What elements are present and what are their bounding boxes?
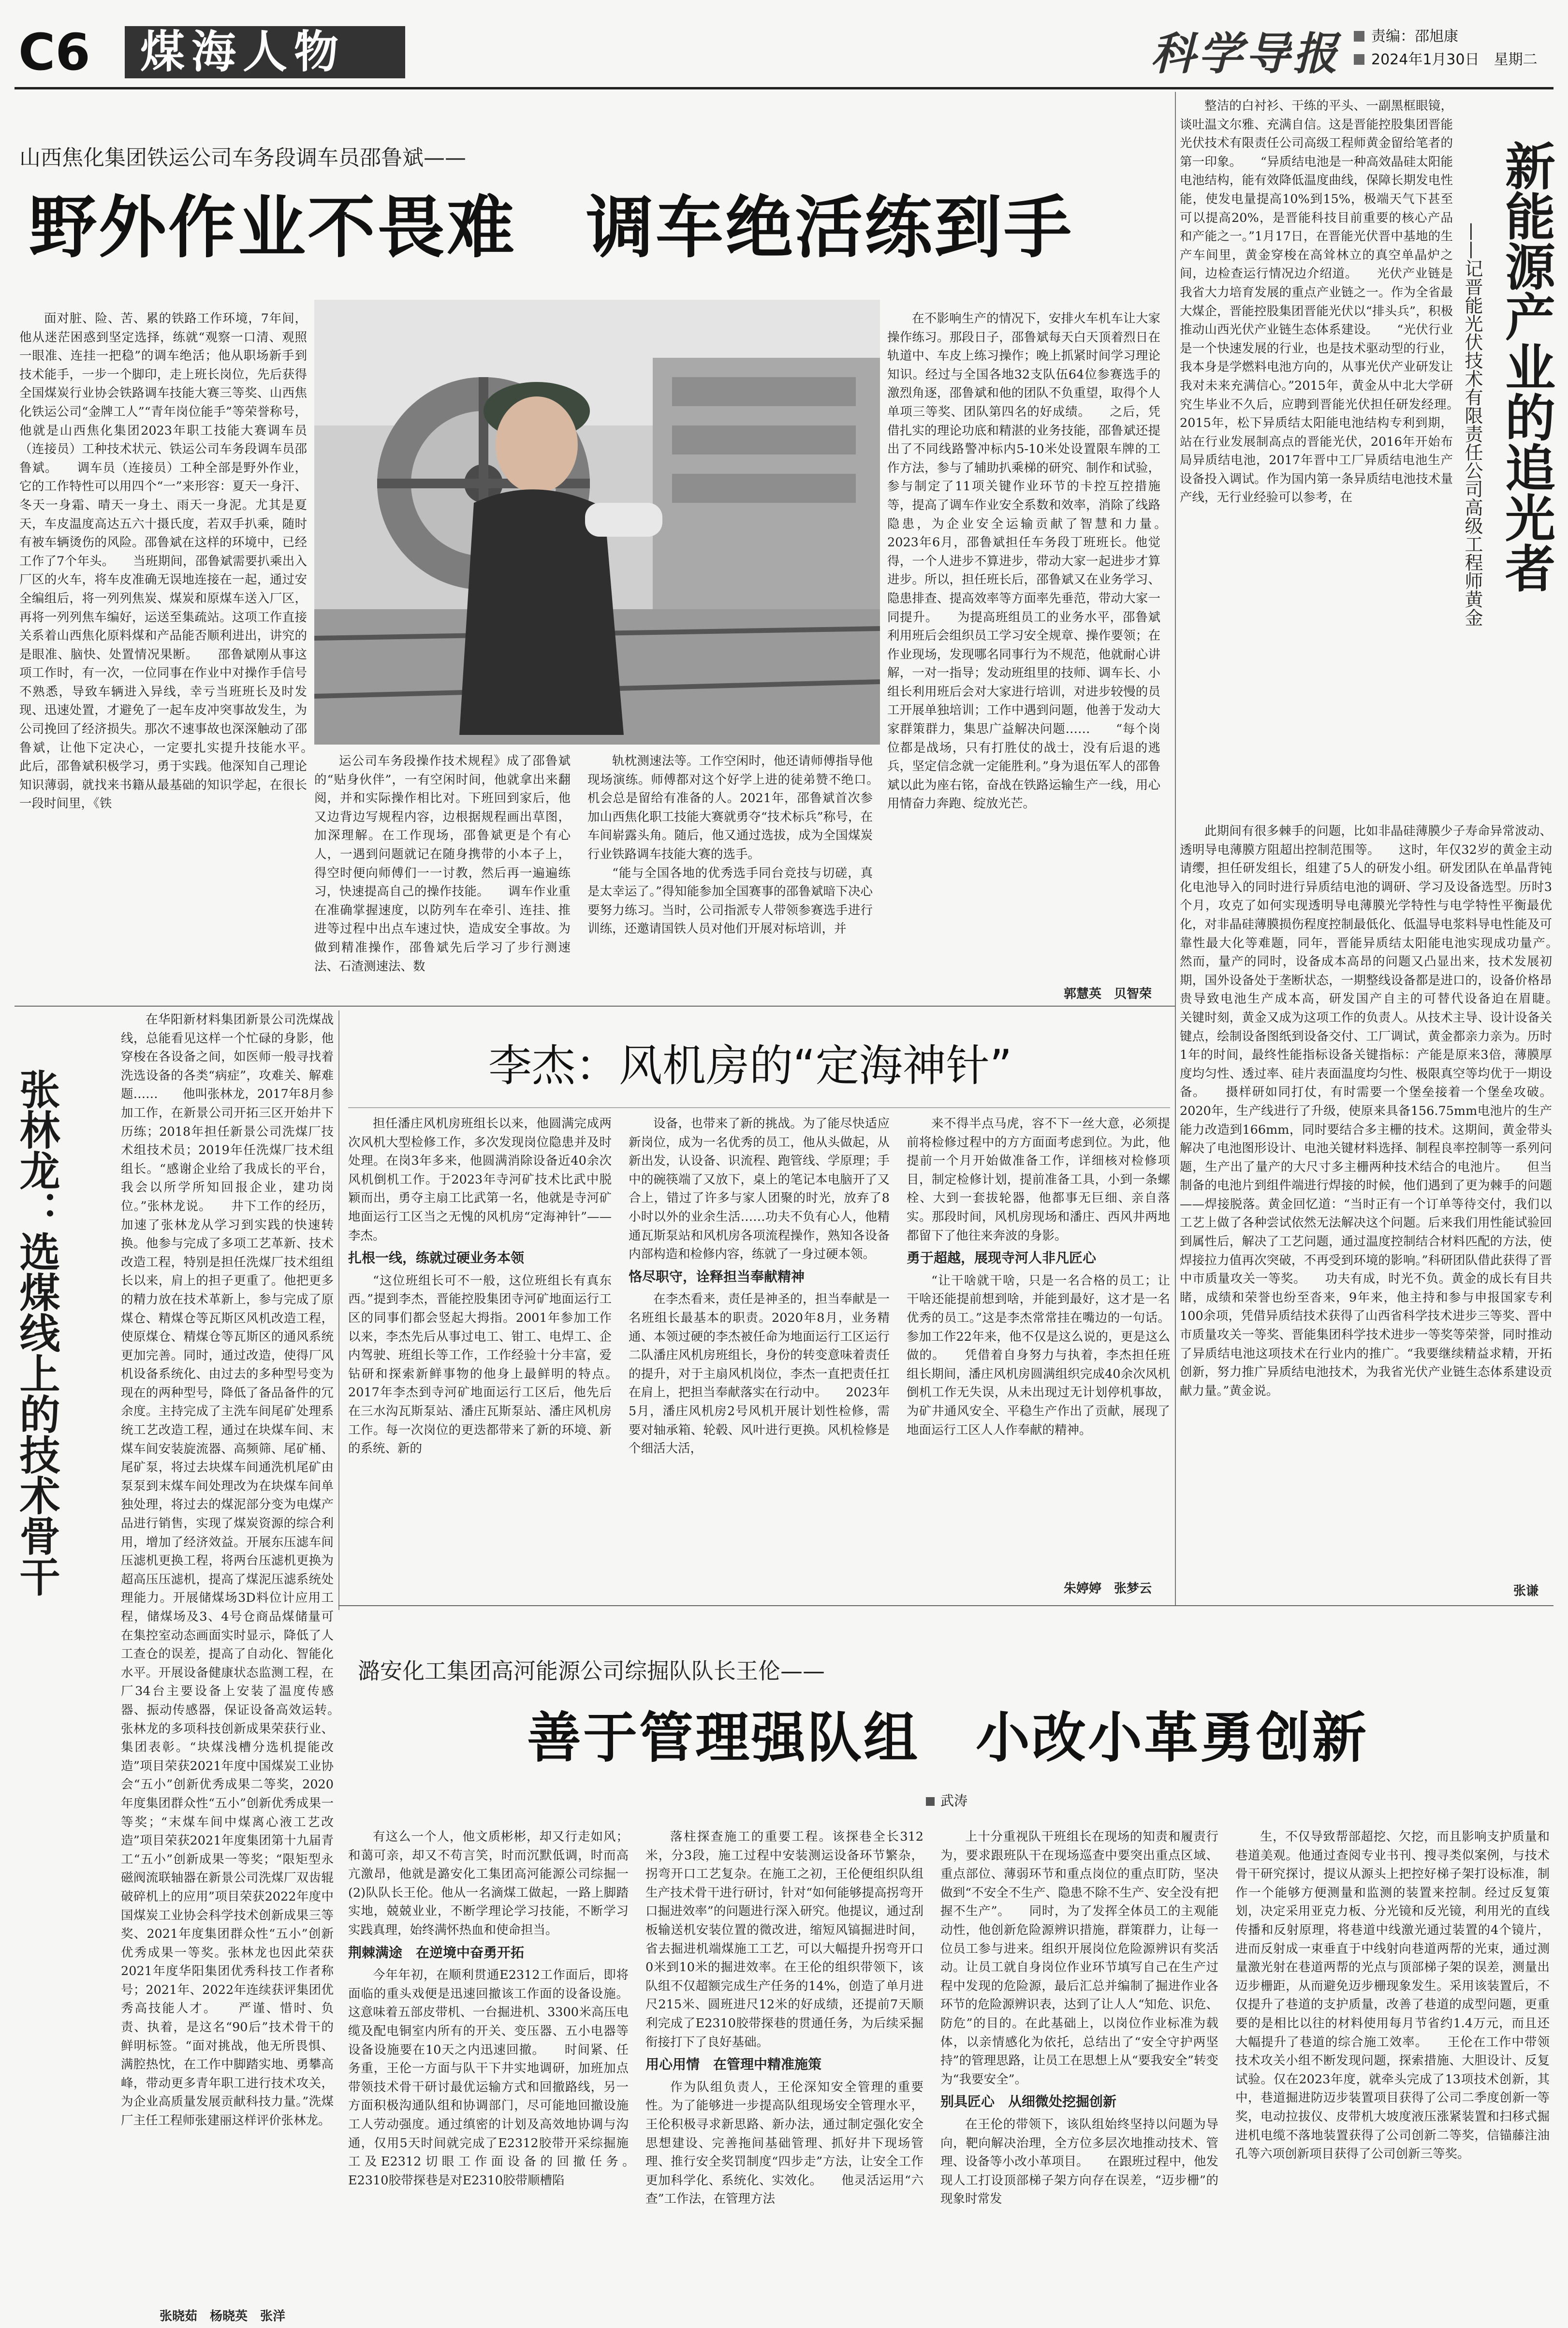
article5-column-2 <box>645 1828 923 2326</box>
article5-headline: 善于管理强队组 小改小革勇创新 <box>527 1706 1368 1770</box>
railway-worker-illustration <box>314 300 880 745</box>
article1-photo <box>314 300 880 745</box>
article4-title-rule <box>348 1107 1170 1108</box>
article4-col3-text: 来不得半点马虎，容不下一丝大意，必须提前将检修过程中的方方面面考虑到位。为此，他提前一个月开始做准备工作，详细核对检修项目，制定检修计划，提前准备工具，小到一条螺栓、大到一套拔轮器，他都事无巨细、亲自落实。那段时间，风机房现场和潘庄、西风井两地都留下了他往来奔波的身影。 <box>907 1116 1170 1243</box>
article4-subhead-1: 扎根一线，练就过硬业务本领 <box>348 1250 525 1266</box>
article5-subhead-1: 荆棘满途 在逆境中奋勇开拓 <box>348 1944 525 1961</box>
article4-col1b-text: “这位班组长可不一般，这位班组长有真东西。”提到李杰，晋能控股集团寺河矿地面运行工区的同事们都会竖起大拇指。2001年参加工作以来，李杰先后从事过电工、钳工、电焊工、企内驾驶、班组长等工作，工作经验十分丰富，爱钻研和探索新鲜事物的他身上最鲜明的特点。 2017年李杰到寺河矿地面运行工区后，他先后在三水沟瓦斯泵站、潘庄瓦斯泵站、潘庄风机房工作。每一次岗位的更迭都带来了新的环境、新的系统、新的 <box>348 1273 612 1456</box>
article4-col2b-text: 在李杰看来，责任是神圣的，担当奉献是一名班组长最基本的职责。2020年8月，业务精通、本领过硬的李杰被任命为地面运行工区运行二队潘庄风机房班组长，身份的转变意味着责任的提升，对于主扇风机岗位，李杰一直把责任扛在肩上，把担当奉献落实在行动中。 2023年5月，潘庄风机房2号风机开展计划性检修，需要对轴承箱、轮毂、风叶进行更换。风机检修是个细活大活， <box>629 1292 890 1456</box>
article3-vertical-title: 张林龙：选煤线上的技术骨干 <box>13 1069 60 1596</box>
article1-kicker: 山西焦化集团铁运公司车务段调车员邵鲁斌—— <box>19 146 466 170</box>
article4-col1-text: 担任潘庄风机房班组长以来，他圆满完成两次风机大型检修工作，多次发现岗位隐患并及时处理。在岗3年多来，他圆满消除设备近40余次风机倒机工作。于2023年寺河矿技术比武中脱颖而出，勇夺主扇工比武第一名，他就是寺河矿地面运行工区当之无愧的风机房“定海神针”——李杰。 <box>348 1116 612 1243</box>
article2-text-a: 整洁的白衬衫、干练的平头、一副黑框眼镜，谈吐温文尔雅、充满自信。这是晋能控股集团晋能光伏技术有限责任公司高级工程师黄金留给笔者的第一印象。 “异质结电池是一种高效晶硅太阳能电池结构，能有效降低温度曲线，保障长期发电性能，使发电量提高10%到15%，极端天气下甚至可以提高20%，是晋能科技目前重要的核心产品和产能之一。”1月17日，在晋能光伏晋中基地的生产车间里，黄金穿梭在高耸林立的真空单晶炉之间，边检查运行情况边介绍道。 光伏产业链是我省大力培育发展的重点产业链之一。作为全省最大煤企，晋能控股集团晋能光伏以“排头兵”，积极推动山西光伏产业链生态体系建设。 “光伏行业是一个快速发展的行业，也是技术驱动型的行业，我本身是学燃料电池方向的，从事光伏产业研发让我对未来充满信心。”2015年，黄金从中北大学研究生毕业不久后，应聘到晋能光伏担任研发经理。 2015年，松下异质结太阳能电池结构专利到期，站在行业发展制高点的晋能光伏，2016年开始布局异质结电池，2017年晋中工厂异质结电池生产设备投入调试。作为国内第一条异质结电池技术量产线，无行业经验可以参考，在 <box>1180 99 1453 505</box>
section-divider-2 <box>338 1605 1553 1606</box>
article1-headline: 野外作业不畏难 调车绝活练到手 <box>29 189 1074 267</box>
article2-vertical-subtitle: ——记晋能光伏技术有限责任公司高级工程师黄金 <box>1462 222 1483 627</box>
article1-col3-text: 轨枕测速法等。工作空闲时，他还请师傅指导他现场演练。师傅都对这个好学上进的徒弟赞不绝口。 机会总是留给有准备的人。2021年，邵鲁斌首次参加山西焦化职工技能大赛就勇夺“技术标兵”称号，在车间崭露头角。随后，他又通过选拔，成为全国煤炭行业铁路调车技能大赛的选手。 <box>587 754 873 862</box>
column-divider <box>1175 92 1176 1605</box>
article1-col1-text: 面对脏、险、苦、累的铁路工作环境，7年间，他从迷茫困惑到坚定选择，练就“观察一口清、观照一眼准、连挂一把稳”的调车绝活；他从职场新手到技术能手，一步一个脚印，走上班长岗位，先后获得全国煤炭行业协会铁路调车技能大赛三等奖、山西焦化铁运公司“金牌工人”“青年岗位能手”等荣誉称号，他就是山西焦化集团2023年职工技能大赛调车员（连接员）工种技术状元、铁运公司车务段调车员邵鲁斌。 调车员（连接员）工种全部是野外作业，它的工作特性可以用四个“一”来形容：夏天一身汗、冬天一身霜、晴天一身土、雨天一身泥。尤其是夏天，车皮温度高达五六十摄氏度，若双手扒乘，随时有被车辆烫伤的风险。邵鲁斌在这样的环境中，已经工作了7个年头。 当班期间，邵鲁斌需要扒乘出入厂区的火车，将车皮准确无误地连接在一起，通过安全编组后，将一列列焦炭、煤炭和原煤车送入厂区，再将一列列焦车编好，运送至集疏站。这项工作直接关系着山西焦化原料煤和产品能否顺利进出，讲究的是眼准、脑快、处置情况果断。 邵鲁斌刚从事这项工作时，有一次，一位同事在作业中对操作手信号不熟悉，导致车辆进入异线，幸亏当班班长及时发现、迅速处置，才避免了一起车皮冲突事故发生，为公司挽回了经济损失。那次不速事故也深深触动了邵鲁斌，让他下定决心，一定要扎实提升技能水平。 此后，邵鲁斌积极学习，勇于实践。他深知自己理论知识薄弱，就找来书籍从最基础的知识学起，在很长一段时间里，《铁 <box>19 311 307 811</box>
article1-column-4 <box>887 309 1160 972</box>
article1-byline: 郭慧英 贝智荣 <box>1064 987 1152 1001</box>
article5-subhead-2: 用心用情 在管理中精准施策 <box>645 2056 822 2073</box>
article5-col1-text: 有这么一个人，他文质彬彬，却又行走如风；和蔼可亲，却又不苟言笑，时而沉默低调，时而高亢激昂，他就是潞安化工集团高河能源公司综掘一(2)队队长王伦。他从一名滴煤工做起，一路上脚踏实地，兢兢业业，不断学理论学习技能，不断学习实践真理，始终满怀热血和使命担当。 <box>348 1830 629 1937</box>
date-square-icon <box>1354 54 1364 65</box>
article5-col3b-text: 在王伦的带领下，该队组始终坚持以问题为导向，靶向解决治理，全方位多层次地推动技术、管理、设备等小改小革项目。 在跟班过程中，他发现人工打设顶部梯子架方向存在误差，“迈步栅”的现象时常发 <box>940 2117 1218 2207</box>
editor-credit: 责编：邵旭康 <box>1371 28 1458 45</box>
article5-col2-text: 落柱探查施工的重要工程。该探巷全长312米，分3段，施工过程中安装测运设备环节繁杂，拐弯开口工艺复杂。在施工之初，王伦便组织队组生产技术骨干进行研讨，针对“如何能够提高拐弯开口掘进效率”的问题进行深入研究。他提议，通过刮板输送机安装位置的微改进，缩短风镐掘进时间，省去掘进机端煤施工工艺，可以大幅提升拐弯开口0米到10米的掘进效率。在王伦的组织带领下，该队组不仅超额完成生产任务的14%，创造了单月进尺215米、圆班进尺12米的好成绩，还提前7天顺利完成了E2310胶带探巷的贯通任务，为后续采掘衔接打下了良好基础。 <box>645 1830 923 2050</box>
article5-column-4 <box>1235 1828 1550 2326</box>
page-number: C6 <box>18 23 90 82</box>
article5-col3-text: 上十分重视队干班组长在现场的知责和履责行为，要求跟班队干在现场巡查中要突出重点区域、重点部位、薄弱环节和重点岗位的重点盯防，坚决做到“不安全不生产、隐患不除不生产、安全没有把握不生产”。 同时，为了发挥全体员工的主观能动性，他创新危险源辨识措施，群策群力，让每一位员工参与进来。组织开展岗位危险源辨识有奖活动。让员工就自身岗位作业环节填写自己在生产过程中发现的危险源，最后汇总并编制了掘进作业各环节的危险源辨识表，达到了让人人“知危、识危、防危”的目的。在此基础上，以岗位作业标准为载体，以亲情感化为依托，总结出了“安全守护两坚持”的管理思路，让员工在思想上从“要我安全”转变为“我要安全”。 <box>940 1830 1218 2087</box>
article1-column-1 <box>19 309 307 977</box>
article4-byline: 朱婷婷 张梦云 <box>1064 1581 1152 1596</box>
article2-column-a <box>1180 97 1453 822</box>
article1-col3b-text: “能与全国各地的优秀选手同台竞技与切磋，真是太幸运了。”得知能参加全国赛事的邵鲁斌暗下决心要努力练习。当时，公司指派专人带领参赛选手进行训练，还邀请国铁人员对他们开展对标培训，并 <box>587 865 873 937</box>
article2-byline: 张谦 <box>1513 1584 1539 1598</box>
article4-headline: 李杰：风机房的“定海神针” <box>488 1040 1012 1091</box>
article5-column-3 <box>940 1828 1218 2326</box>
article4-subhead-2: 恪尽职守，诠释担当奉献精神 <box>629 1268 805 1285</box>
article2-vertical-title: 新能源产业的追光者 <box>1496 140 1555 593</box>
article2-text-b: 此期间有很多棘手的问题，比如非晶硅薄膜少子寿命异常波动、透明导电薄膜方阻超出控制范围等。 这时，年仅32岁的黄金主动请缨，担任研发组长，组建了5人的研发小组。研发团队在单晶背钝化电池导入的同时进行异质结电池的调研、学习及设备选型。历时3个月，攻克了如何实现透明导电薄膜光学特性与电学特性平衡最优化，对非晶硅薄膜损伤程度控制最低化、低温导电浆料导电性能及可靠性最大化等难题，同年，晋能异质结太阳能电池实现成功量产。 然而，量产的同时，设备成本高昂的问题又凸显出来，技术发展初期，国外设备处于垄断状态，一期整线设备都是进口的，设备价格昂贵导致电池生产成本高，研发国产自主的可替代设备迫在眉睫。 关键时刻，黄金又成为这项工作的负责人。从技术主导、设计设备关键点，绘制设备图纸到设备交付、工厂调试，黄金都亲力亲为。历时1年的时间，最终性能指标设备关键指标：产能是原来3倍，薄膜厚度均匀性、透过率、硅片表面温度均匀性、极限真空等均优于一期设备。 摄样研如同打仗，有时需要一个堡垒接着一个堡垒攻破。2020年，生产线进行了升级，使原来具备156.75mm电池片的生产能力改造到166mm，同时要结合多主栅的技术。这期间，黄金带头解决了电池图形设计、电池关键材料选择、制程良率控制等一系列问题，生产出了量产的大尺寸多主栅两种技术结合的电池片。 但当制备的电池片到组件端进行焊接的时候，他们遇到了更为棘手的问题——焊接脱落。黄金回忆道：“当时正有一个订单等待交付，我们以工艺上做了各种尝试依然无法解决这个问题。后来我们用性能试验回到属性后，解决了工艺问题，通过温度控制结合材料匹配的方法，使焊接拉力值再次突破，不再受到环境的影响。”科研团队借此获得了晋中市质量攻关一等奖。 功夫有成，时光不负。黄金的成长有目共睹，成绩和荣誉也纷至沓来，9年来，他主持和参与申报国家专利100余项，凭借异质结技术获得了山西省科学技术进步三等奖、晋中市质量攻关一等奖、晋能集团科学技术进步一等奖等荣誉，同时推动了异质结电池这项技术在行业内的推广。“我要继续精益求精，开拓创新，努力推广异质结电池技术，为我省光伏产业链生态体系建设贡献力量。”黄金说。 <box>1180 824 1552 1398</box>
article1-column-2 <box>314 752 571 977</box>
article5-col1b-text: 今年年初，在顺利贯通E2312工作面后，即将面临的重头戏便是迅速回撤该工作面的设备设施。这意味着五部皮带机、一台掘进机、3300米高压电缆及配电铜室内所有的开关、变压器、五小电器等设备设施要在10天之内迅速回撤。 时间紧、任务重，王伦一方面与队干下井实地调研，加班加点带领技术骨干研讨最优运输方式和回撤路线，另一方面积极沟通队组和协调部门，尽可能地回撤设施工人劳动强度。通过缜密的计划及高效地协调与沟通，仅用5天时间就完成了E2312胶带开采综掘施工及E2312切眼工作面设备的回撤任务。 E2310胶带探巷是对E2310胶带顺槽陷 <box>348 1968 629 2188</box>
article5-kicker: 潞安化工集团高河能源公司综掘队队长王伦—— <box>358 1658 825 1684</box>
author-square-icon <box>926 1797 935 1806</box>
article5-column-1 <box>348 1828 629 2326</box>
article3-column <box>12 1010 334 2311</box>
section-title: 煤海人物 <box>140 26 346 78</box>
article5-author: 武涛 <box>940 1793 968 1809</box>
article4-column-2 <box>629 1114 890 1574</box>
article5-subhead-3: 别具匠心 从细微处挖掘创新 <box>940 2094 1117 2110</box>
article4-col2-text: 设备，也带来了新的挑战。为了能尽快适应新岗位，成为一名优秀的员工，他从头做起，从新出发，认设备、识流程、跑管线、学原理；手中的碗筷端了又放下，桌上的笔记本电脑开了又合上，错过了许多与家人团聚的时光，放弃了8小时以外的业余生活……功夫不负有心人，他精通瓦斯泵站和风机房各项流程操作，熟知各设备内部构造和检修内容，练就了一身过硬本领。 <box>629 1116 890 1262</box>
article3-byline: 张晓茹 杨晓英 张洋 <box>160 2309 286 2324</box>
article5-col2b-text: 作为队组负责人，王伦深知安全管理的重要性。为了能够进一步提高队组现场安全管理水平，王伦积极寻求新思路、新办法，通过制定强化安全思想建设、完善拖间基础管理、抓好井下现场管理、推行安全奖罚制度“四步走”方法，让安全工作更加科学化、系统化、实效化。 他灵活运用“六查”工作法，在管理方法 <box>645 2079 923 2207</box>
issue-date: 2024年1月30日 星期二 <box>1371 51 1538 68</box>
left-column-divider <box>338 1010 339 1610</box>
article1-column-3 <box>587 752 873 977</box>
section-divider-1 <box>15 1006 1175 1007</box>
article4-column-3 <box>907 1114 1170 1574</box>
article4-subhead-3: 勇于超越，展现寺河人非凡匠心 <box>907 1250 1097 1266</box>
article1-col2-text: 运公司车务段操作技术规程》成了邵鲁斌的“贴身伙伴”，一有空闲时间，他就拿出来翻阅，并和实际操作相比对。下班回到家后，他又边背边写规程内容，边根据规程画出草图，加深理解。在工作现场，邵鲁斌更是个有心人，一遇到问题就记在随身携带的小本子上，得空时便向师傅们一一讨教，然后再一遍遍练习，快速提高自己的操作技能。 调车作业重在准确掌握速度，以防列车在牵引、连挂、推进等过程中出点车速过快，造成安全事故。为做到精准操作，邵鲁斌先后学习了步行测速法、石渣测速法、数 <box>314 754 571 974</box>
article5-col4-text: 生，不仅导致帮部超挖、欠挖，而且影响支护质量和巷道美观。他通过查阅专业书刊、搜寻类似案例，与技术骨干研究探讨，提议从源头上把控好梯子架打设标准，制作一个能够方便测量和监测的装置来控制。经过反复策划，决定采用亚克力板、分光镜和反光镜，利用光的直线传播和反射原理，将巷道中线激光通过装置的4个镜片，进而反射成一束垂直于中线射向巷道两帮的光束，通过测量激光射在巷道两帮的光点与顶部梯子架的误差，测量出迈步栅距，从而避免迈步栅现象发生。采用该装置后，不仅提升了巷道的支护质量，改善了巷道的成型问题，更重要的是相比以往的材料使用每月节省约1.4万元，而且还大幅提升了巷道的综合施工效率。 王伦在工作中带领技术攻关小组不断发现问题，探索措施、大胆设计、反复试验。仅在2023年度，就牵头完成了13项技术创新，其中，巷道掘进防迈步装置项目获得了公司二季度创新一等奖，电动拉拔仪、皮带机大坡度液压涨紧装置和扫移式掘进机电缆不落地装置获得了公司创新二等奖，信锚藤注油孔等六项创新项目获得了公司创新三等奖。 <box>1235 1830 1550 2162</box>
article1-col4-text: 在不影响生产的情况下，安排火车机车让大家操作练习。那段日子，邵鲁斌每天白天顶着烈日在轨道中、车皮上练习操作；晚上抓紧时间学习理论知识。经过与全国各地32支队伍64位参赛选手的激烈角逐，邵鲁斌和他的团队不负重望，取得个人单项三等奖、团队第四名的好成绩。 之后，凭借扎实的理论功底和精湛的业务技能，邵鲁斌还提出了不同线路警冲标内5-10米处设置限车牌的工作方法，参与了辅助扒乘梯的研究、制作和试验，参与制定了11项关键作业环节的卡控互控措施等，提高了调车作业安全系数和效率，消除了线路隐患，为企业安全运输贡献了智慧和力量。 2023年6月，邵鲁斌担任车务段丁班班长。他觉得，一个人进步不算进步，带动大家一起进步才算进步。所以，担任班长后，邵鲁斌又在业务学习、隐患排查、提高效率等方面率先垂范，带动大家一同提升。 为提高班组员工的业务水平，邵鲁斌利用班后会组织员工学习安全规章、操作要领；在作业现场，发现哪名同事行为不规范，他就耐心讲解，一对一指导；发动班组里的技师、调车长、小组长利用班后会对大家进行培训，对进步较慢的员工开展单独培训；工作中遇到问题，他善于发动大家群策群力，集思广益解决问题…… “每个岗位都是战场，只有打胜仗的战士，没有后退的逃兵，坚定信念就一定能胜利。”身为退伍军人的邵鲁斌以此为座右铭，奋战在铁路运输生产一线，用心用情奋力奔跑、绽放光芒。 <box>887 311 1160 811</box>
newspaper-logo: 科学导报 <box>1151 28 1341 80</box>
article4-col3b-text: “让干啥就干啥，只是一名合格的员工；让干啥还能提前想到啥，并能到最好，这才是一名优秀的员工。”这是李杰常常挂在嘴边的一句话。参加工作22年来，他不仅是这么说的，更是这么做的。 凭借着自身努力与执着，李杰担任班组长期间，潘庄风机房圆满组织完成40余次风机倒机工作无失误，从未出现过无计划停机事故，为矿井通风安全、平稳生产作出了贡献，展现了地面运行工区人人作奉献的精神。 <box>907 1273 1170 1437</box>
article2-column-b <box>1180 822 1552 1596</box>
editor-square-icon <box>1354 31 1364 42</box>
article3-text: 在华阳新材料集团新景公司洗煤战线，总能看见这样一个忙碌的身影，他穿梭在各设备之间，如医师一般寻找着洗选设备的各类“病症”，攻难关、解难题…… 他叫张林龙，2017年8月参加工作，在新景公司开拓三区开始井下历练；2018年担任新景公司洗煤厂技术组技术员；2019年任洗煤厂技术组组长。“感谢企业给了我成长的平台，我会以所学所知回报企业，建功岗位。”张林龙说。 井下工作的经历，加速了张林龙从学习到实践的快速转换。他参与完成了多项工艺革新、技术改造工程，特别是担任洗煤厂技术组组长以来，肩上的担子更重了。他把更多的精力放在技术革新上，参与完成了原煤仓、精煤仓等瓦斯区风机改造工程，使原煤仓、精煤仓等瓦斯区的通风系统更加完善。同时，通过改造，使得厂风机设备系统化、由过去的多种型号变为现在的两种型号，降低了备品备件的冗余度。主持完成了主洗车间尾矿处理系统工艺改造工程，通过在块煤车间、末煤车间安装旋流器、高频筛、尾矿桶、尾矿泵，将过去块煤车间通洗机尾矿由泵泵到末煤车间处理改为在块煤车间单独处理，将过去的煤泥部分变为电煤产品进行销售，实现了煤炭资源的综合利用，增加了经济效益。开展东压滤车间压滤机更换工程，将两台压滤机更换为超高压压滤机，提高了煤泥压滤系统处理能力。开展储煤场3D料位计应用工程，储煤场及3、4号仓商品煤储量可在集控室动态画面实时显示，降低了人工查仓的误差，提高了自动化、智能化水平。开展设备健康状态监测工程，在厂34台主要设备上安装了温度传感器、振动传感器，保证设备高效运转。 张林龙的多项科技创新成果荣获行业、集团表彰。“块煤浅槽分选机提能改造”项目荣获2021年度中国煤炭工业协会“五小”创新优秀成果二等奖，2020年度集团群众性“五小”创新优秀成果一等奖；“末煤车间中煤离心液工艺改造”项目荣获2021年度集团第十九届青工“五小”创新成果一等奖；“限矩型永磁阀流联轴器在新景公司洗煤厂双齿辊破碎机上的应用”项目荣获2022年度中国煤炭工业协会科学技术创新成果三等奖、2021年度集团群众性“五小”创新优秀成果一等奖。张林龙也因此荣获2021年度华阳集团优秀科技工作者称号；2021年、2022年连续获评集团优秀高技能人才。 严谨、惜时、负责、执着，是这名“90后”技术骨干的鲜明标签。“面对挑战，他无所畏惧、满腔热忱，在工作中脚踏实地、勇攀高峰，带动更多青年职工进行技术攻关，为企业高质量发展贡献科技力量。”洗煤厂主任工程师张建丽这样评价张林龙。 <box>121 1012 334 2128</box>
masthead-rule <box>15 87 1553 89</box>
article4-column-1 <box>348 1114 612 1574</box>
